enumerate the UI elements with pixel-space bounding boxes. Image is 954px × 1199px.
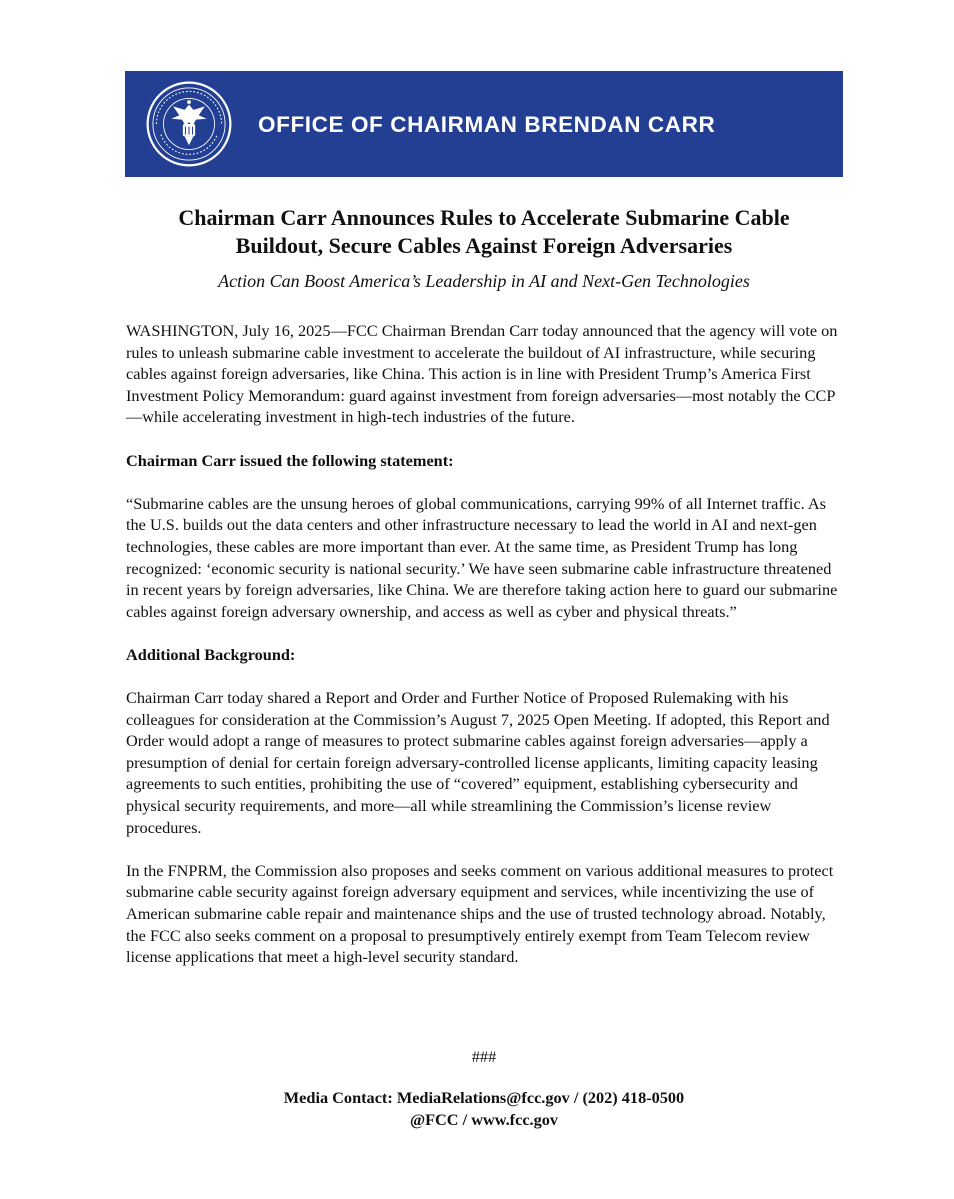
background-heading: Additional Background: <box>126 644 296 664</box>
header-banner <box>125 71 843 177</box>
subheadline: Action Can Boost America’s Leadership in AI and Next-Gen Technologies <box>218 271 750 291</box>
media-contact <box>125 1087 843 1131</box>
banner-title: OFFICE OF CHAIRMAN BRENDAN CARR <box>258 112 716 137</box>
statement-heading: Chairman Carr issued the following statement: <box>126 450 454 470</box>
intro-paragraph: WASHINGTON, July 16, 2025—FCC Chairman Brendan Carr today announced that the agency will vote on rules to unleash submarine cable investment to accelerate the buildout of AI infrastructure, while securing cables against foreign adversaries, like China. This action is in line with President Trump’s America First Investment Policy Memorandum: guard against investment from foreign adversaries—most notably the CCP—while accelerating investment in high-tech industries of the future. <box>126 321 838 427</box>
contact-line-1: Media Contact: MediaRelations@fcc.gov / (202) 418-0500 <box>283 1088 685 1107</box>
background-paragraph-2: In the FNPRM, the Commission also proposes and seeks comment on various additional measures to protect submarine cable security against foreign adversary equipment and services, while incentivizing the use of American submarine cable repair and maintenance ships and the use of trusted technology abroad. Notably, the FCC also seeks comment on a proposal to presumptively entirely exempt from Team Telecom review license applications that meet a high-level security standard. <box>126 860 834 967</box>
headline-line-2: Buildout, Secure Cables Against Foreign Adversaries <box>235 233 733 258</box>
headline-line-1: Chairman Carr Announces Rules to Accelerate Submarine Cable <box>178 205 790 230</box>
headline <box>125 204 843 260</box>
contact-line-2: @FCC / www.fcc.gov <box>409 1110 559 1129</box>
end-mark: ### <box>471 1047 497 1066</box>
background-paragraph-1: Chairman Carr today shared a Report and Order and Further Notice of Proposed Rulemaking with his colleagues for consideration at the Commission’s August 7, 2025 Open Meeting. If adopted, this Report and Order would adopt a range of measures to protect submarine cables against foreign adversaries—apply a presumption of denial for certain foreign adversary-controlled license applicants, limiting capacity leasing agreements to such entities, prohibiting the use of “covered” equipment, establishing cybersecurity and physical security requirements, and more—all while streamlining the Commission’s license review procedures. <box>126 688 830 837</box>
statement-paragraph: “Submarine cables are the unsung heroes of global communications, carrying 99% of all Internet traffic. As the U.S. builds out the data centers and other infrastructure necessary to lead the world in AI and next-gen technologies, these cables are more important than ever. At the same time, as President Trump has long recognized: ‘economic security is national security.’ We have seen submarine cable infrastructure threatened in recent years by foreign adversaries, like China. We are therefore taking action here to guard our submarine cables against foreign adversary ownership, and access as well as cyber and physical threats.” <box>126 493 838 621</box>
fcc-seal-icon <box>145 80 233 168</box>
press-release-body <box>126 320 842 989</box>
